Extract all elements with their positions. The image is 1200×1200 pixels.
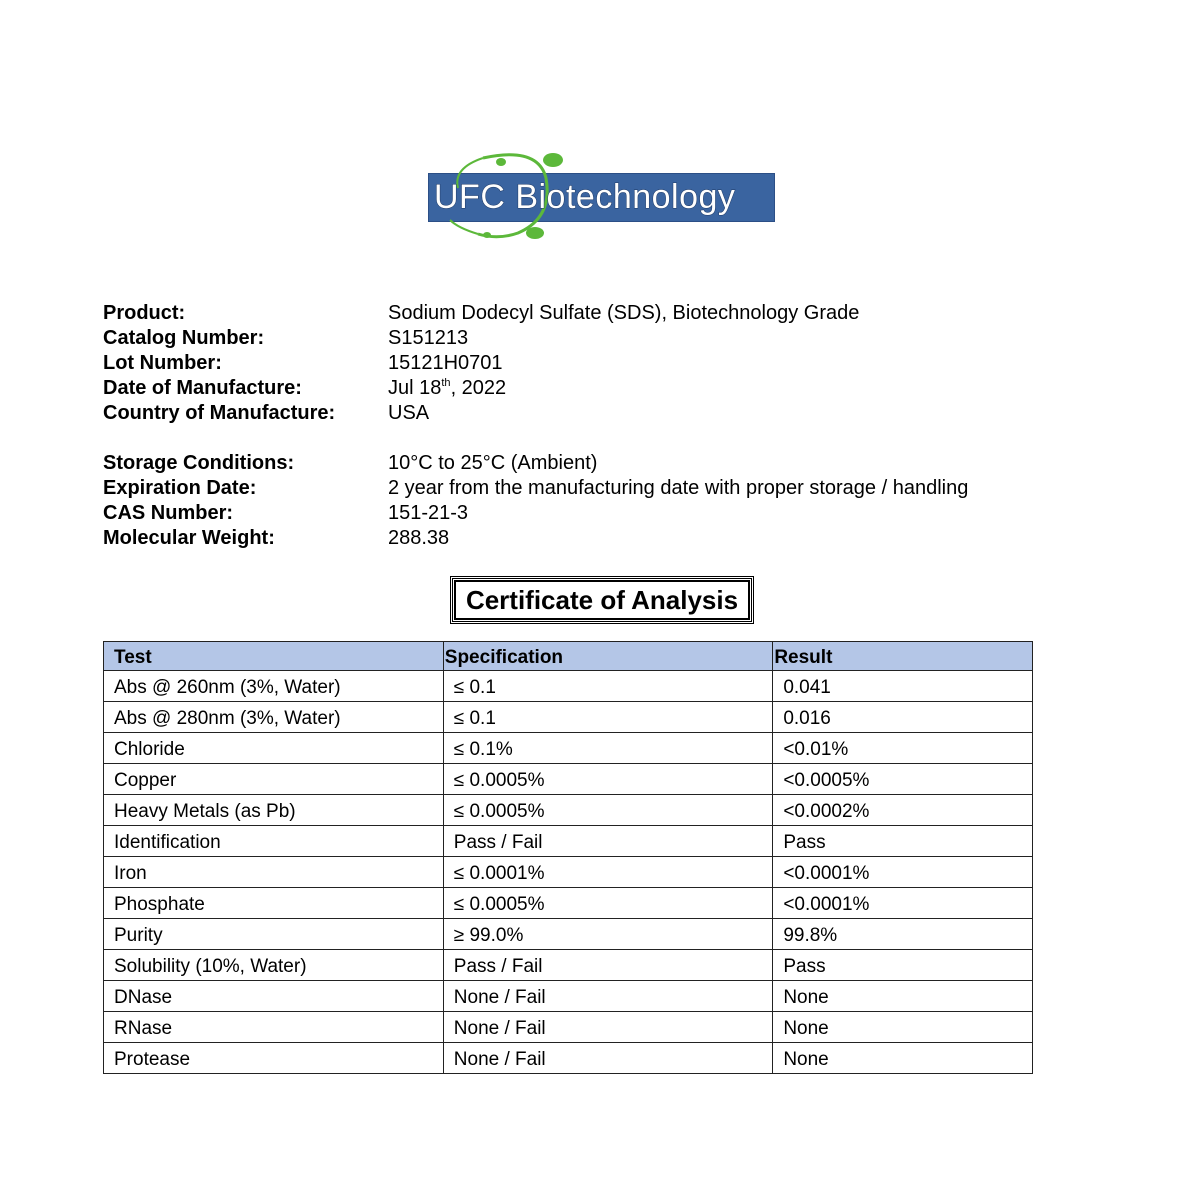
info-row-country [103,401,859,426]
table-row [104,671,1033,702]
info-label: Catalog Number: [103,327,265,349]
info-label: Storage Conditions: [103,452,295,474]
table-row [104,826,1033,857]
table-row [104,950,1033,981]
table-row [104,702,1033,733]
result-cell: 99.8% [773,919,1033,950]
result-cell: <0.0001% [773,888,1033,919]
column-header-result: Result [773,642,1033,671]
info-label: Molecular Weight: [103,527,275,549]
info-label: Lot Number: [103,352,222,374]
test-cell: Iron [104,857,444,888]
company-logo [428,148,778,244]
info-value: 2 year from the manufacturing date with proper storage / handling [388,477,969,499]
info-value: 151-21-3 [388,502,469,524]
test-cell: Protease [104,1043,444,1074]
info-label: Expiration Date: [103,477,257,499]
table-row [104,1043,1033,1074]
date-prefix: Jul 18 [388,377,442,399]
info-value: USA [388,402,430,424]
table-row [104,857,1033,888]
test-cell: Phosphate [104,888,444,919]
specification-cell: Pass / Fail [443,950,773,981]
result-cell: <0.01% [773,733,1033,764]
result-cell: 0.016 [773,702,1033,733]
analysis-table [103,641,1033,1074]
info-label: Product: [103,302,186,324]
date-ordinal: th [441,377,451,389]
info-value: S151213 [388,327,469,349]
specification-cell: ≤ 0.1 [443,671,773,702]
info-label: Country of Manufacture: [103,402,336,424]
info-label: CAS Number: [103,502,234,524]
specification-cell: ≤ 0.0005% [443,764,773,795]
specification-cell: ≤ 0.1% [443,733,773,764]
result-cell: None [773,1043,1033,1074]
test-cell: Identification [104,826,444,857]
info-label: Date of Manufacture: [103,377,302,399]
test-cell: DNase [104,981,444,1012]
column-header-specification: Specification [443,642,773,671]
info-row-molecular-weight [103,526,968,551]
info-row-catalog-number [103,326,859,351]
table-row [104,764,1033,795]
result-cell: <0.0001% [773,857,1033,888]
test-cell: Solubility (10%, Water) [104,950,444,981]
date-suffix: , 2022 [450,377,507,399]
test-cell: RNase [104,1012,444,1043]
info-row-cas-number [103,501,968,526]
certificate-title-box [450,576,754,624]
test-cell: Abs @ 280nm (3%, Water) [104,702,444,733]
info-value: 288.38 [388,527,450,549]
info-row-date-of-manufacture [103,376,859,401]
info-row-lot-number [103,351,859,376]
specification-cell: None / Fail [443,981,773,1012]
table-row [104,795,1033,826]
info-row-expiration [103,476,968,501]
test-cell: Heavy Metals (as Pb) [104,795,444,826]
table-header-row [104,642,1033,671]
product-info [103,301,859,426]
specification-cell: None / Fail [443,1043,773,1074]
certificate-title: Certificate of Analysis [454,580,750,620]
specification-cell: ≤ 0.1 [443,702,773,733]
test-cell: Purity [104,919,444,950]
info-row-storage [103,451,968,476]
table-row [104,1012,1033,1043]
result-cell: <0.0002% [773,795,1033,826]
result-cell: Pass [773,950,1033,981]
specification-cell: ≥ 99.0% [443,919,773,950]
specification-cell: None / Fail [443,1012,773,1043]
test-cell: Chloride [104,733,444,764]
info-value: 10°C to 25°C (Ambient) [388,452,598,474]
column-header-test: Test [104,642,444,671]
specification-cell: ≤ 0.0001% [443,857,773,888]
test-cell: Copper [104,764,444,795]
table-row [104,733,1033,764]
table-row [104,981,1033,1012]
storage-info [103,451,968,551]
result-cell: None [773,981,1033,1012]
info-row-product [103,301,859,326]
table-row [104,888,1033,919]
result-cell: 0.041 [773,671,1033,702]
specification-cell: ≤ 0.0005% [443,795,773,826]
specification-cell: Pass / Fail [443,826,773,857]
info-value [388,376,506,401]
result-cell: None [773,1012,1033,1043]
table-row [104,919,1033,950]
info-value: Sodium Dodecyl Sulfate (SDS), Biotechnology Grade [388,302,860,324]
result-cell: Pass [773,826,1033,857]
info-value: 15121H0701 [388,352,503,374]
specification-cell: ≤ 0.0005% [443,888,773,919]
logo-text: UFC Biotechnology [434,178,736,216]
result-cell: <0.0005% [773,764,1033,795]
test-cell: Abs @ 260nm (3%, Water) [104,671,444,702]
